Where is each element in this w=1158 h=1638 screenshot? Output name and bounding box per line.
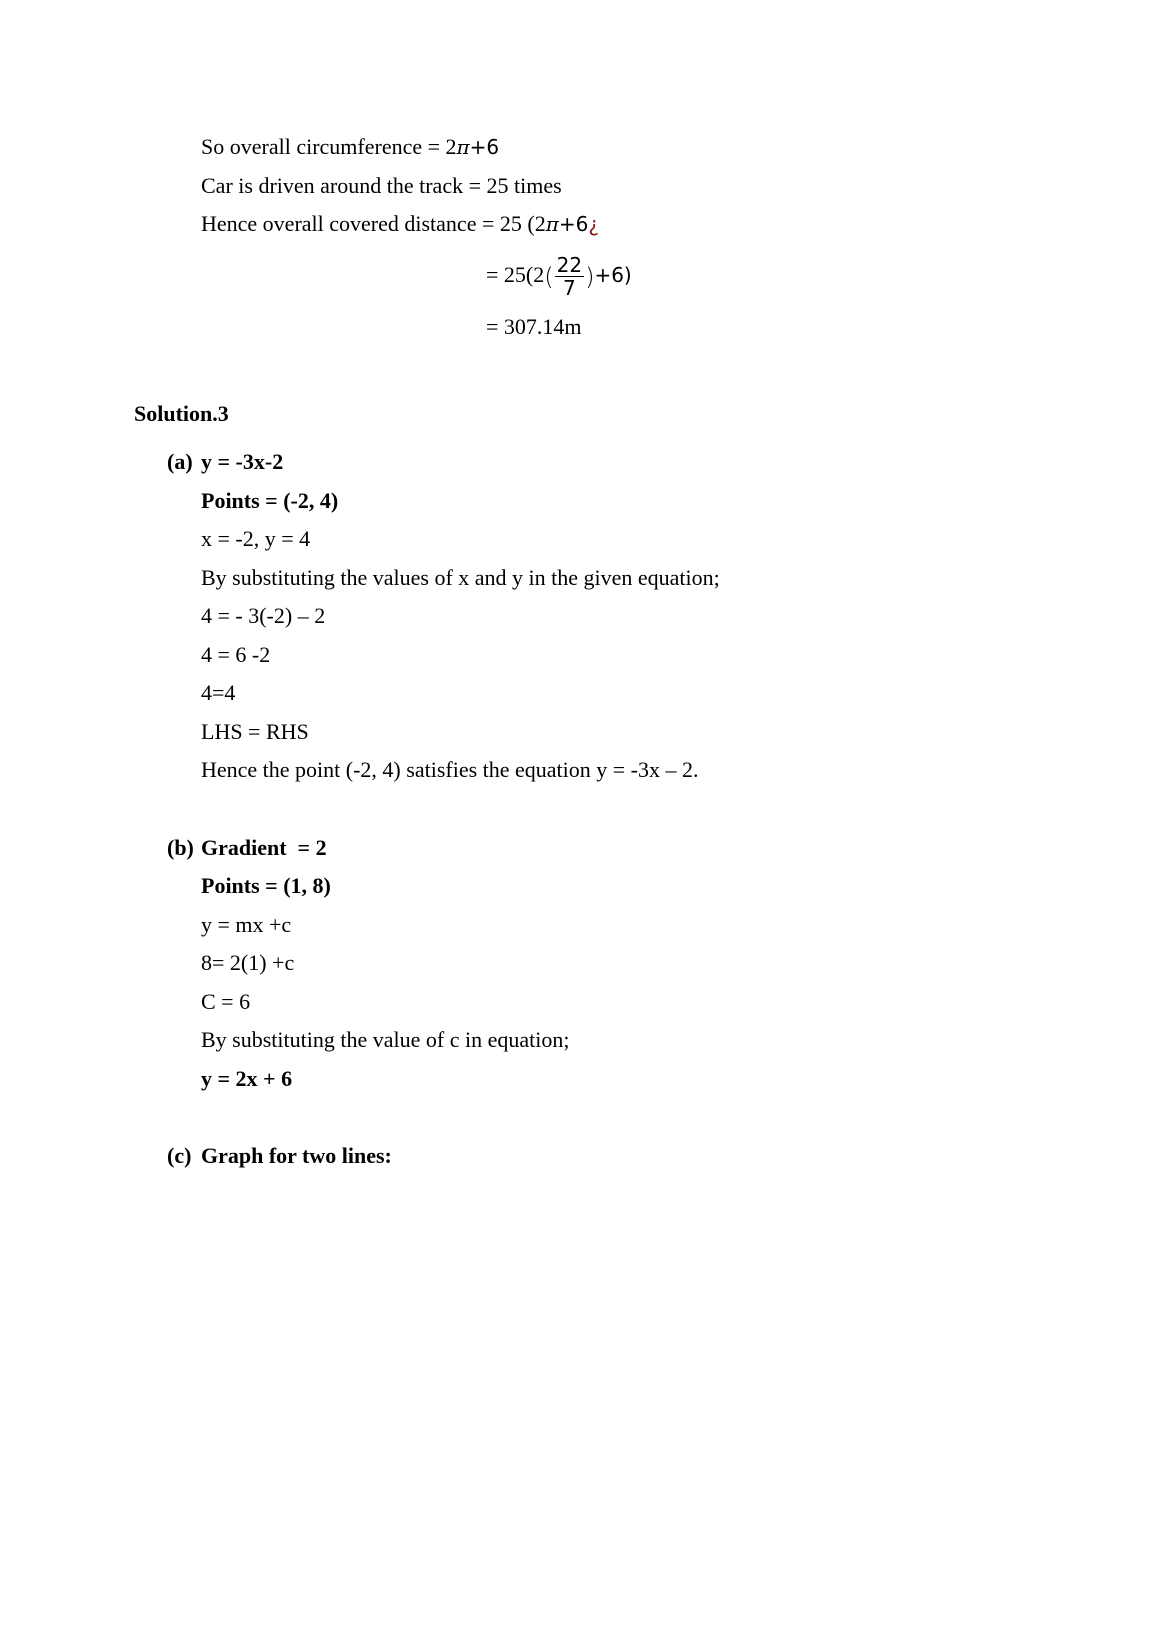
- inverted-question-glyph: ¿: [588, 212, 599, 236]
- part-b-points: Points = (1, 8): [201, 873, 331, 898]
- part-b-line: 8= 2(1) +c: [201, 950, 295, 975]
- solution-heading: Solution.3: [134, 401, 229, 426]
- distance-line: [201, 210, 599, 238]
- calc-step-1: [486, 251, 632, 301]
- open-paren: (: [544, 262, 554, 291]
- part-b-line: y = mx +c: [201, 912, 292, 937]
- distance-tail: +6: [558, 212, 589, 236]
- distance-text: Hence overall covered distance = 25 (2: [201, 211, 546, 236]
- pi-symbol: π: [545, 212, 559, 236]
- fraction-numerator: 22: [556, 253, 583, 278]
- part-b-gradient: Gradient = 2: [201, 835, 327, 860]
- part-b-line: C = 6: [201, 989, 251, 1014]
- close-paren: ): [585, 262, 595, 291]
- part-a-points: Points = (-2, 4): [201, 488, 339, 513]
- circumference-tail: +6: [469, 135, 500, 159]
- pi-symbol: π: [456, 135, 470, 159]
- calc-step-2: = 307.14m: [486, 314, 582, 339]
- calc-tail: +6): [594, 263, 632, 287]
- fraction: [555, 254, 584, 299]
- part-a-line: 4 = - 3(-2) – 2: [201, 603, 326, 628]
- part-a-line: 4 = 6 -2: [201, 642, 271, 667]
- circumference-text: So overall circumference = 2: [201, 134, 457, 159]
- part-b-result: y = 2x + 6: [201, 1066, 293, 1091]
- calc-prefix: = 25(2: [486, 262, 545, 287]
- part-c-label: (c): [167, 1143, 192, 1168]
- part-a-line: 4=4: [201, 680, 236, 705]
- part-b-label: (b): [167, 835, 194, 860]
- part-a-conclusion: Hence the point (-2, 4) satisfies the equation y = -3x – 2.: [201, 757, 699, 782]
- part-a-line: LHS = RHS: [201, 719, 309, 744]
- fraction-denominator: 7: [562, 276, 576, 301]
- circumference-line: [201, 133, 499, 161]
- part-a-equation: y = -3x-2: [201, 449, 284, 474]
- track-laps-line: Car is driven around the track = 25 times: [201, 173, 562, 198]
- part-a-line: x = -2, y = 4: [201, 526, 311, 551]
- part-c-title: Graph for two lines:: [201, 1143, 392, 1168]
- part-a-label: (a): [167, 449, 193, 474]
- part-a-line: By substituting the values of x and y in the given equation;: [201, 565, 720, 590]
- part-b-line: By substituting the value of c in equation;: [201, 1027, 570, 1052]
